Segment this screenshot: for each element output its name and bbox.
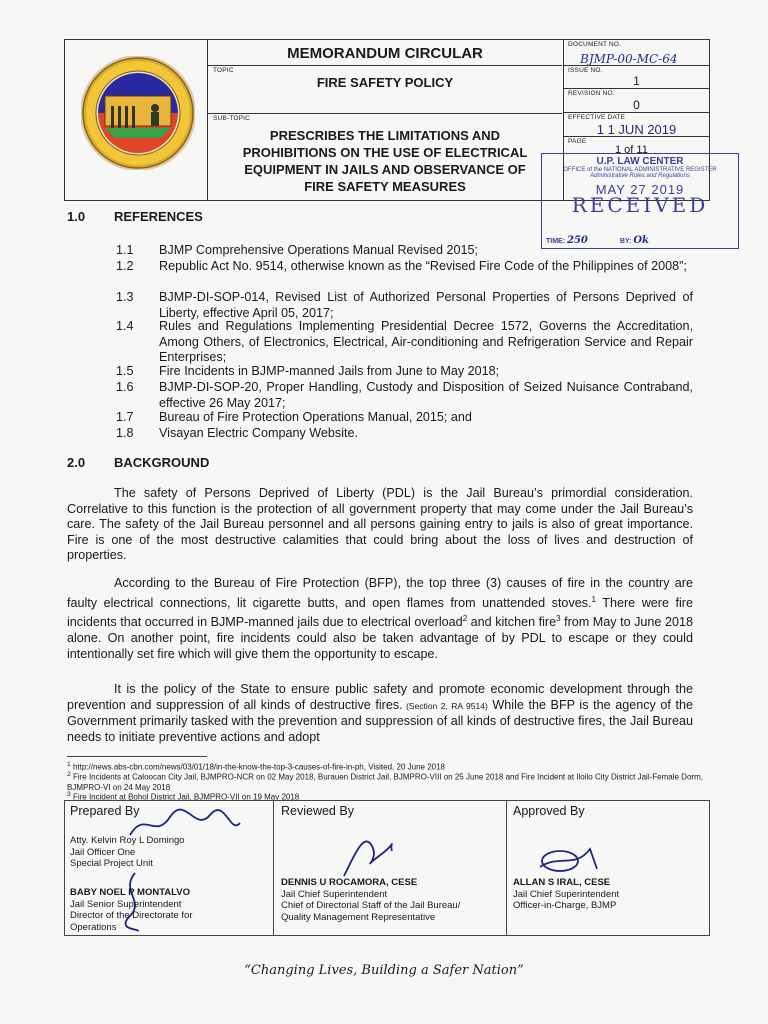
background-paragraph-2: According to the Bureau of Fire Protection (BFP), the top three (3) causes of fire in the country are faulty electrical connections, lit cigarette butts, and open flames from unattended stoves.$^1$ There were fire incidents that occurred in BJMP-manned jails due to electrical overload$^2$ and kitchen fire$^3$ from May to June 2018 alone. On another point, fire incidents could also be taken advantage of by PDL to escape or they could intentionally set fire which will give them the opportunity to escape. — [67, 576, 693, 661]
reviewed-office-2: Quality Management Representative — [281, 911, 436, 923]
topic-label: TOPIC — [213, 67, 234, 74]
approved-name: ALLAN S IRAL, CESE — [513, 877, 611, 888]
ref-1-2-num: 1.2 — [116, 259, 134, 273]
ref-1-3: BJMP-DI-SOP-014, Revised List of Authorized Personal Properties of Persons Deprived of Liberty, effective April 05, 2017; — [159, 290, 693, 320]
footnote-1: $^1$ http://news.abs-cbn.com/news/03/01/18/in-the-know-the-top-3-causes-of-fire-in-ph, Visited, 20 June 2018 — [67, 761, 445, 772]
document-no-value: BJMP-00-MC-64 — [580, 52, 678, 66]
ref-1-3-num: 1.3 — [116, 290, 134, 304]
document-type-title: MEMORANDUM CIRCULAR — [287, 45, 483, 62]
topic-value: FIRE SAFETY POLICY — [316, 75, 454, 90]
prepared-1-name: Atty. Kelvin Roy L Domingo — [70, 835, 185, 846]
subtopic-value: PRESCRIBES THE LIMITATIONS AND PROHIBITIONS ON THE USE OF ELECTRICAL EQUIPMENT IN JAILS AND OBSERVANCE OF FIRE SAFETY MEASURES — [242, 128, 528, 194]
prepared-2-name: BABY NOEL P MONTALVO — [70, 887, 190, 898]
reviewed-rank: Jail Chief Superintendent — [281, 888, 388, 900]
revision-no-label: REVISION NO. — [568, 90, 615, 97]
revision-no-value: 0 — [633, 98, 640, 112]
received-stamp — [541, 153, 739, 249]
prepared-2-office-1: Director of the Directorate for — [70, 910, 193, 921]
stamp-time: 250 — [567, 235, 588, 246]
effective-date-label: EFFECTIVE DATE — [568, 114, 626, 121]
ref-1-1: BJMP Comprehensive Operations Manual Revised 2015; — [159, 243, 478, 257]
reviewed-by-label: Reviewed By — [281, 804, 354, 818]
stamp-time-label: TIME: — [546, 238, 566, 245]
footnote-separator — [67, 756, 207, 757]
signature-dennis-rocamora — [334, 826, 394, 881]
subtopic-label: SUB-TOPIC — [213, 115, 251, 122]
ref-1-6-num: 1.6 — [116, 380, 134, 394]
background-heading: BACKGROUND — [114, 455, 210, 470]
background-number: 2.0 — [67, 455, 86, 470]
references-heading: REFERENCES — [114, 209, 203, 224]
prepared-by-box — [64, 800, 274, 936]
effective-date-value: 1 1 JUN 2019 — [596, 122, 677, 137]
stamp-received: RECEIVED — [571, 193, 709, 217]
reviewed-name: DENNIS U ROCAMORA, CESE — [281, 877, 418, 888]
background-paragraph-1: The safety of Persons Deprived of Liberty (PDL) is the Jail Bureau’s primordial consideration. Correlative to this function is the protection of all government property that may come under the Jail Bureau’s care. The safety of the Jail Bureau personnel and all persons gaining entry to jails is also of great importance. Fire is one of the most destructive calamities that could bring about the loss of lives and destruction of properties. — [67, 486, 693, 563]
stamp-by-label: BY: — [619, 238, 632, 245]
footnote-3: $^3$ Fire Incident at Bohol District Jail, BJMPRO-VII on 19 May 2018 — [67, 791, 300, 802]
ref-1-7: Bureau of Fire Protection Operations Manual, 2015; and — [159, 410, 472, 424]
approved-by-label: Approved By — [513, 804, 585, 818]
approved-by-box — [506, 800, 710, 936]
stamp-line-3: Administrative Rules and Regulations — [590, 173, 690, 179]
prepared-2-rank: Jail Senior Superintendent — [70, 898, 182, 910]
ref-1-5: Fire Incidents in BJMP-manned Jails from June to May 2018; — [159, 364, 500, 378]
stamp-by: Ok — [633, 235, 649, 246]
footnote-2: $^2$ Fire Incidents at Caloocan City Jail, BJMPRO-NCR on 02 May 2018, Burauen District Jail, BJMPRO-VIII on 25 June 2018 and Fire Incident at Iloilo City District Jail-Female Dorm, BJMPRO-VI on 24 May 2018 — [67, 771, 703, 792]
ref-1-6: BJMP-DI-SOP-20, Proper Handling, Custody and Disposition of Seized Nuisance Contraband, effective 26 May 2017; — [159, 380, 693, 410]
reviewed-by-box — [273, 800, 507, 936]
ref-1-8-num: 1.8 — [116, 426, 134, 440]
ref-1-7-num: 1.7 — [116, 410, 134, 424]
page-label: PAGE — [568, 138, 587, 145]
reviewed-office-1: Chief of Directorial Staff of the Jail Bureau/ — [281, 900, 461, 911]
prepared-by-label: Prepared By — [70, 804, 140, 818]
document-no-label: DOCUMENT NO. — [568, 41, 622, 48]
page-value: 1 of 11 — [615, 144, 648, 156]
stamp-line-1: U.P. LAW CENTER — [596, 156, 684, 167]
references-number: 1.0 — [67, 209, 86, 224]
motto-footer: “Changing Lives, Building a Safer Nation” — [244, 963, 524, 978]
ref-1-2: Republic Act No. 9514, otherwise known as the “Revised Fire Code of the Philippines of 2008”; — [159, 259, 687, 273]
issue-no-label: ISSUE NO. — [568, 67, 603, 74]
ref-1-4-num: 1.4 — [116, 319, 134, 333]
prepared-1-unit: Special Project Unit — [70, 858, 153, 869]
prepared-1-rank: Jail Officer One — [70, 846, 136, 858]
ref-1-1-num: 1.1 — [116, 243, 134, 257]
bjmp-seal-logo — [81, 56, 195, 170]
background-paragraph-3: It is the policy of the State to ensure public safety and promote economic development through the prevention and suppression of all kinds of destructive fires. (Section 2, RA 9514) While the BFP is the agency of the Government primarily tasked with the prevention and suppression of all kinds of destructive fires, the Jail Bureau needs to initiate preventive actions and adopt — [67, 682, 693, 744]
ref-1-8: Visayan Electric Company Website. — [159, 426, 359, 440]
ref-1-5-num: 1.5 — [116, 364, 134, 378]
approved-rank: Jail Chief Superintendent — [513, 888, 620, 900]
stamp-date: MAY 27 2019 — [595, 182, 685, 197]
ref-1-4: Rules and Regulations Implementing Presidential Decree 1572, Governs the Accreditation, Among Others, of Electronics, Electrical, Air-conditioning and Refrigeration Service and Repair Enterprises; — [159, 319, 693, 364]
prepared-2-office-2: Operations — [70, 921, 117, 933]
signature-allan-iral — [535, 839, 605, 879]
issue-no-value: 1 — [633, 74, 640, 88]
approved-office: Officer-in-Charge, BJMP — [513, 900, 617, 911]
stamp-line-2: OFFICE of the NATIONAL ADMINISTRATIVE REGISTER — [563, 167, 717, 173]
